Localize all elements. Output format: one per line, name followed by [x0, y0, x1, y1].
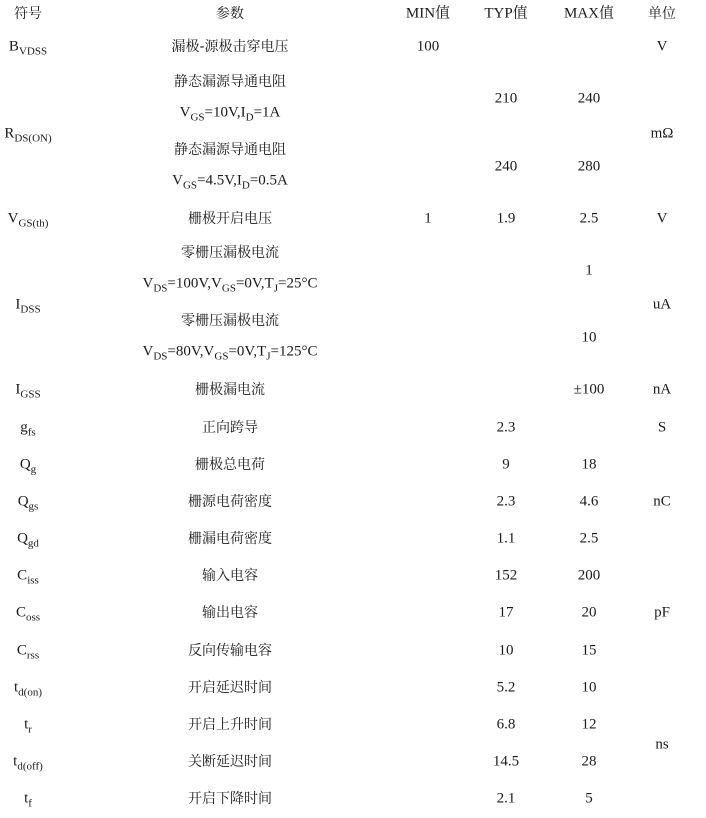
- sym-gfs-text: g: [20, 419, 28, 436]
- sym-tdoff: [13, 753, 43, 773]
- sym-rdson-subscript: DS(ON): [14, 132, 52, 145]
- typ-rdson1: 210: [494, 90, 518, 107]
- typ-qgs: 2.3: [496, 493, 516, 510]
- sym-ciss-text: C: [17, 567, 28, 584]
- max-igss: ±100: [573, 381, 605, 398]
- cond-idss1-subscript: DS: [153, 282, 168, 295]
- max-idss1: 1: [585, 262, 593, 279]
- sym-tdon: [14, 679, 42, 699]
- sym-coss: [15, 604, 41, 624]
- cond-idss2-text: V: [142, 343, 154, 360]
- sym-tr-text: t: [24, 716, 29, 733]
- sym-bvdss: [8, 38, 48, 58]
- cond-idss2-text: =0V,T: [228, 343, 267, 360]
- desc-bvdss: 漏极-源极击穿电压: [171, 39, 289, 55]
- max-rdson1: 240: [577, 90, 601, 107]
- sym-tf: [24, 790, 32, 810]
- cond-idss2-subscript: DS: [153, 350, 168, 363]
- sym-idss-text: I: [15, 296, 21, 313]
- sym-igss-subscript: GSS: [20, 388, 41, 401]
- sym-crss-text: C: [16, 642, 27, 659]
- sym-bvdss-subscript: VDSS: [18, 45, 48, 58]
- sym-qgs-subscript: gs: [28, 500, 39, 513]
- cond-rdson1-subscript: D: [245, 111, 254, 124]
- sym-qgd-subscript: gd: [27, 537, 39, 550]
- max-coss: 20: [581, 604, 597, 621]
- sym-igss-text: I: [15, 381, 21, 398]
- cond-rdson2-text: =0.5A: [249, 172, 288, 189]
- unit-ua: uA: [652, 296, 672, 313]
- desc-tdoff: 关断延迟时间: [188, 754, 272, 770]
- unit-ns: ns: [655, 736, 669, 753]
- header-min: MIN值: [405, 5, 451, 22]
- sym-tdoff-text: t: [13, 753, 18, 770]
- max-tdoff: 28: [581, 753, 597, 770]
- unit-s: S: [657, 419, 667, 436]
- max-idss2: 10: [581, 329, 597, 346]
- desc-igss: 栅极漏电流: [195, 382, 265, 398]
- desc-tf: 开启下降时间: [188, 791, 272, 807]
- typ-qg: 9: [502, 456, 510, 473]
- sym-bvdss-text: B: [8, 38, 19, 55]
- sym-crss: [16, 642, 40, 662]
- typ-tdoff: 14.5: [492, 753, 520, 770]
- cond-rdson1: [179, 104, 281, 124]
- sym-igss: [15, 381, 41, 401]
- header-typ: TYP值: [484, 5, 528, 22]
- sym-tdon-subscript: d(on): [18, 686, 42, 699]
- sym-ciss-subscript: iss: [27, 574, 39, 587]
- unit-mohm: mΩ: [650, 125, 674, 142]
- desc-tdon: 开启延迟时间: [188, 680, 272, 696]
- max-qgd: 2.5: [579, 530, 599, 547]
- sym-gfs: [20, 419, 36, 439]
- cond-idss1-text: =0V,T: [235, 275, 274, 292]
- sym-tr-subscript: r: [28, 723, 32, 736]
- header-max: MAX值: [563, 5, 615, 22]
- unit-v1: V: [656, 38, 668, 55]
- cond-idss1-text: =25°C: [278, 275, 318, 292]
- sym-ciss: [17, 567, 39, 587]
- max-tr: 12: [581, 716, 597, 733]
- cond-rdson2-text: =4.5V,I: [197, 172, 242, 189]
- desc-qgs: 栅源电荷密度: [188, 494, 272, 510]
- cond-idss1-text: =100V,V: [167, 275, 222, 292]
- sym-coss-subscript: oss: [25, 611, 41, 624]
- sym-qg-subscript: g: [30, 463, 37, 476]
- max-ciss: 200: [577, 567, 601, 584]
- typ-crss: 10: [498, 642, 514, 659]
- cond-rdson2-subscript: GS: [182, 179, 198, 192]
- cond-idss1-subscript: J: [273, 282, 279, 295]
- typ-vgsth: 1.9: [496, 210, 516, 227]
- desc-idss2: 零栅压漏极电流: [181, 313, 279, 329]
- cond-rdson1-text: V: [179, 104, 191, 121]
- unit-pf: pF: [654, 604, 670, 621]
- header-symbol: 符号: [14, 6, 42, 22]
- sym-qg-text: Q: [19, 456, 31, 473]
- desc-tr: 开启上升时间: [188, 717, 272, 733]
- cond-rdson1-text: =10V,I: [204, 104, 246, 121]
- typ-tdon: 5.2: [496, 679, 516, 696]
- sym-rdson: [4, 125, 52, 145]
- sym-coss-text: C: [15, 604, 26, 621]
- cond-rdson2-subscript: D: [241, 179, 250, 192]
- max-rdson2: 280: [577, 158, 601, 175]
- desc-rdson1: 静态漏源导通电阻: [174, 74, 286, 90]
- unit-v2: V: [656, 210, 668, 227]
- sym-tf-text: t: [24, 790, 29, 807]
- cond-idss2-text: =80V,V: [167, 343, 215, 360]
- typ-rdson2: 240: [494, 158, 518, 175]
- cond-idss2-text: =125°C: [270, 343, 318, 360]
- sym-crss-subscript: rss: [26, 649, 40, 662]
- cond-rdson1-text: =1A: [253, 104, 281, 121]
- unit-nc: nC: [653, 493, 671, 510]
- sym-qgd: [17, 530, 39, 550]
- typ-gfs: 2.3: [496, 419, 516, 436]
- sym-tdon-text: t: [14, 679, 19, 696]
- max-vgsth: 2.5: [579, 210, 599, 227]
- sym-qg: [19, 456, 37, 476]
- sym-qgs: [17, 493, 39, 513]
- sym-vgsth: [7, 210, 49, 230]
- cond-rdson1-subscript: GS: [190, 111, 205, 124]
- cond-idss2: [142, 343, 318, 363]
- cond-rdson2: [172, 172, 288, 192]
- cond-rdson2-text: V: [172, 172, 183, 189]
- typ-tr: 6.8: [496, 716, 516, 733]
- sym-idss: [15, 296, 41, 316]
- desc-idss1: 零栅压漏极电流: [181, 245, 279, 261]
- max-tdon: 10: [581, 679, 597, 696]
- typ-tf: 2.1: [496, 790, 516, 807]
- sym-vgsth-text: V: [7, 210, 19, 227]
- desc-gfs: 正向跨导: [202, 420, 258, 436]
- typ-qgd: 1.1: [496, 530, 516, 547]
- sym-qgd-text: Q: [17, 530, 28, 547]
- unit-na: nA: [652, 381, 672, 398]
- sym-tf-subscript: f: [28, 797, 32, 810]
- sym-vgsth-subscript: GS(th): [18, 217, 49, 230]
- cond-idss1-subscript: GS: [221, 282, 236, 295]
- typ-ciss: 152: [494, 567, 518, 584]
- cond-idss1: [142, 275, 318, 295]
- sym-idss-subscript: DSS: [20, 303, 41, 316]
- max-tf: 5: [585, 790, 593, 807]
- desc-qgd: 栅漏电荷密度: [188, 531, 272, 547]
- sym-tr: [24, 716, 32, 736]
- desc-crss: 反向传输电容: [188, 643, 272, 659]
- max-crss: 15: [581, 642, 597, 659]
- cond-idss2-subscript: GS: [214, 350, 229, 363]
- typ-coss: 17: [498, 604, 514, 621]
- sym-tdoff-subscript: d(off): [17, 760, 43, 773]
- max-qg: 18: [581, 456, 597, 473]
- min-bvdss: 100: [416, 38, 440, 55]
- sym-rdson-text: R: [4, 125, 15, 142]
- max-qgs: 4.6: [579, 493, 599, 510]
- desc-rdson2: 静态漏源导通电阻: [174, 142, 286, 158]
- sym-gfs-subscript: fs: [27, 426, 36, 439]
- cond-idss1-text: V: [142, 275, 154, 292]
- desc-qg: 栅极总电荷: [195, 457, 265, 473]
- cond-idss2-subscript: J: [266, 350, 271, 363]
- min-vgsth: 1: [424, 210, 432, 227]
- desc-vgsth: 栅极开启电压: [188, 211, 272, 227]
- sym-qgs-text: Q: [17, 493, 29, 510]
- desc-ciss: 输入电容: [202, 568, 258, 584]
- desc-coss: 输出电容: [202, 605, 258, 621]
- header-parameter: 参数: [216, 6, 244, 22]
- header-unit: 单位: [648, 6, 676, 22]
